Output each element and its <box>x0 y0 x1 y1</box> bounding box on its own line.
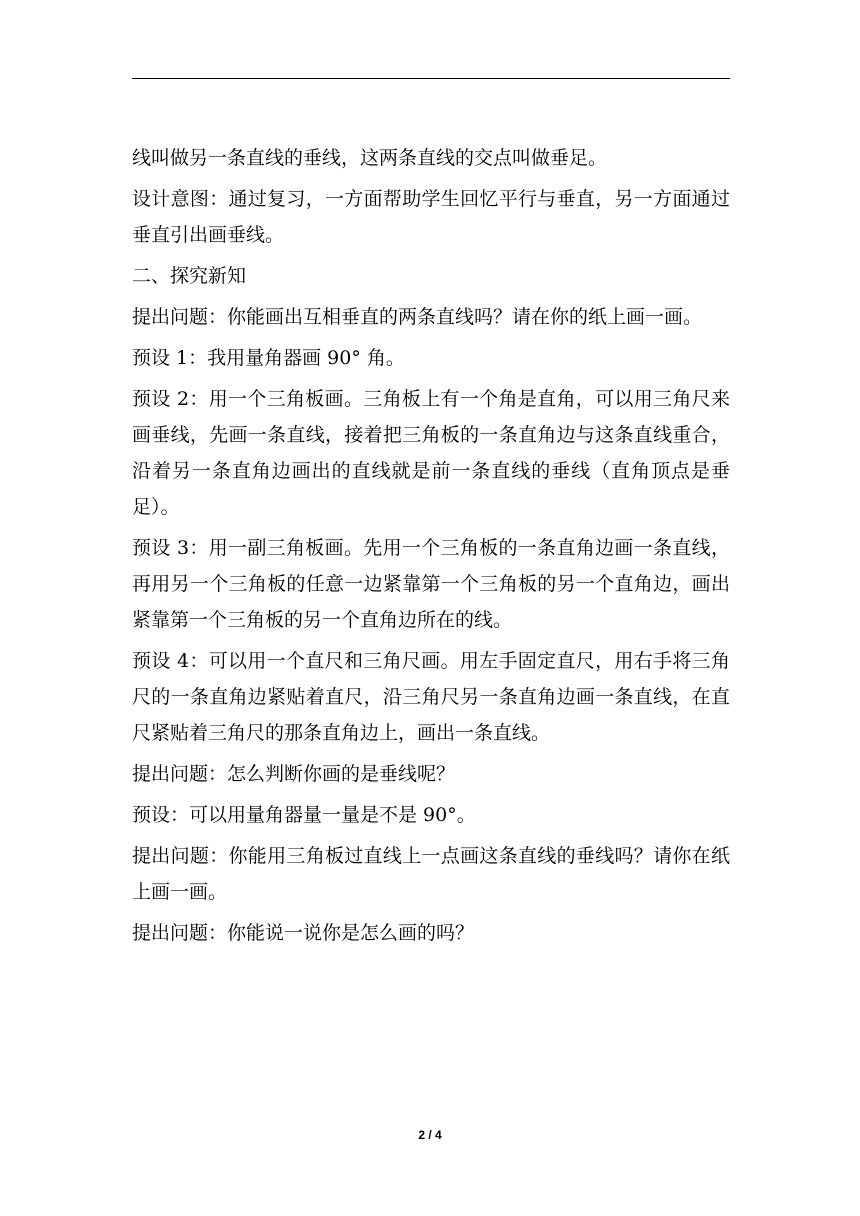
paragraph: 预设 1：我用量角器画 90° 角。 <box>132 347 405 369</box>
paragraph: 提出问题：你能画出互相垂直的两条直线吗？请在你的纸上画一画。 <box>132 306 703 328</box>
document-body <box>132 140 730 951</box>
paragraph: 提出问题：你能说一说你是怎么画的吗？ <box>132 922 475 944</box>
paragraph: 预设：可以用量角器量一量是不是 90°。 <box>132 804 476 826</box>
paragraph: 提出问题：你能用三角板过直线上一点画这条直线的垂线吗？请你在纸上画一画。 <box>132 845 730 903</box>
paragraph: 预设 2：用一个三角板画。三角板上有一个角是直角，可以用三角尺来画垂线，先画一条直线，接着把三角板的一条直角边与这条直线重合，沿着另一条直角边画出的直线就是前一条直线的垂线（直角顶点是垂足）。 <box>132 388 730 518</box>
page-number: 2 / 4 <box>418 1128 442 1142</box>
paragraph: 设计意图：通过复习，一方面帮助学生回忆平行与垂直，另一方面通过垂直引出画垂线。 <box>132 188 730 246</box>
header-rule <box>132 78 730 79</box>
paragraph: 线叫做另一条直线的垂线，这两条直线的交点叫做垂足。 <box>132 147 608 169</box>
paragraph: 预设 4：可以用一个直尺和三角尺画。用左手固定直尺，用右手将三角尺的一条直角边紧贴着直尺，沿三角尺另一条直角边画一条直线，在直尺紧贴着三角尺的那条直角边上，画出一条直线。 <box>132 650 730 744</box>
section-heading: 二、探究新知 <box>132 265 247 287</box>
paragraph: 提出问题：怎么判断你画的是垂线呢？ <box>132 763 456 785</box>
paragraph: 预设 3：用一副三角板画。先用一个三角板的一条直角边画一条直线，再用另一个三角板的任意一边紧靠第一个三角板的另一个直角边，画出紧靠第一个三角板的另一个直角边所在的线。 <box>132 537 730 631</box>
